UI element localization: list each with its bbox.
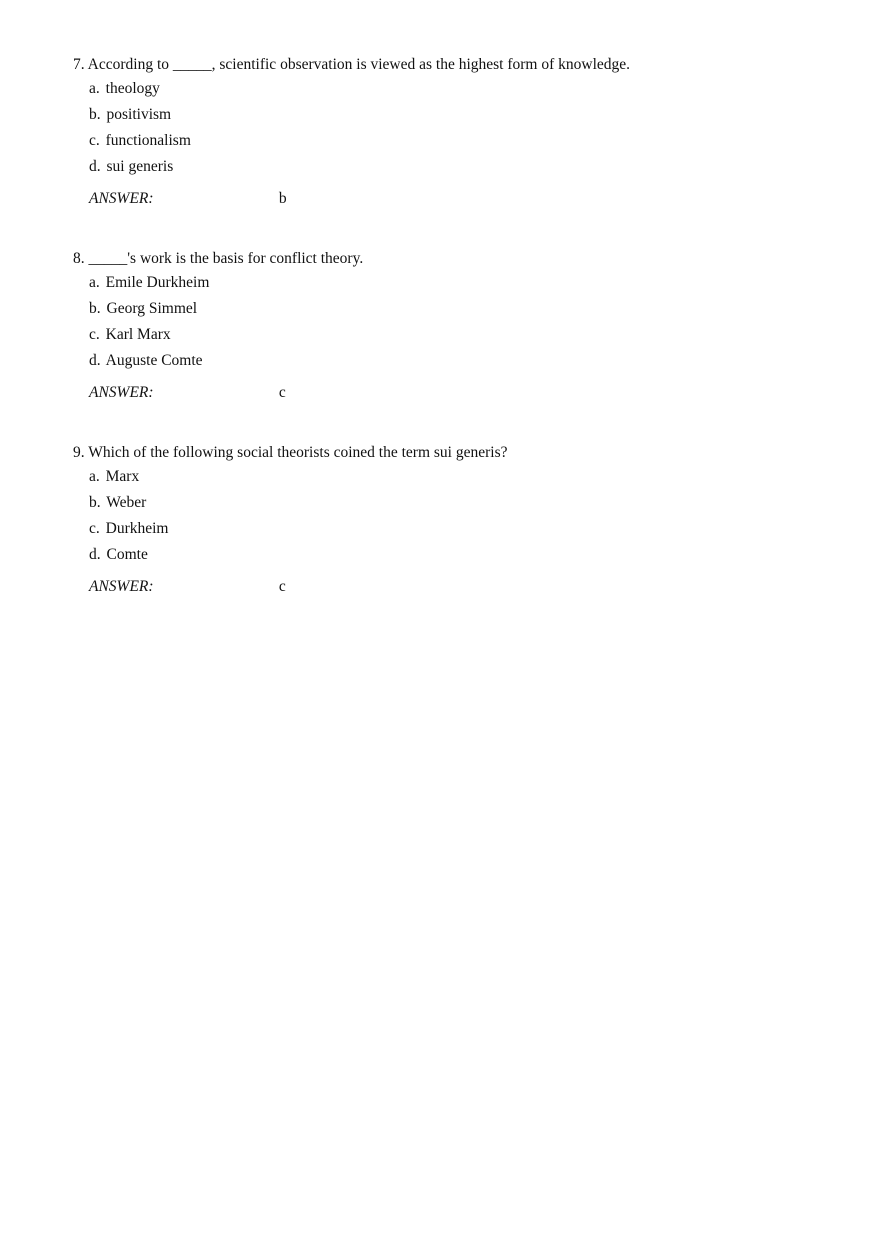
option-text: Marx	[105, 468, 140, 485]
option-list	[73, 270, 833, 374]
option-text: Comte	[106, 546, 148, 563]
option-d	[89, 154, 833, 180]
option-c	[89, 516, 833, 542]
option-text: positivism	[106, 106, 172, 123]
answer-row	[73, 188, 833, 210]
option-a	[89, 270, 833, 296]
question-number: 7.	[73, 56, 85, 73]
option-text: functionalism	[105, 132, 191, 149]
question-text: Which of the following social theorists coined the term sui generis?	[88, 444, 508, 461]
question-stem	[73, 248, 833, 270]
option-b	[89, 102, 833, 128]
option-text: Karl Marx	[105, 326, 171, 343]
question-7	[73, 54, 833, 210]
option-letter: d.	[89, 546, 101, 563]
question-number: 8.	[73, 250, 85, 267]
question-stem	[73, 442, 833, 464]
option-letter: a.	[89, 274, 100, 291]
option-text: Durkheim	[105, 520, 169, 537]
option-letter: c.	[89, 132, 100, 149]
option-text: theology	[105, 80, 160, 97]
answer-label: ANSWER:	[89, 384, 154, 401]
option-letter: a.	[89, 468, 100, 485]
option-letter: c.	[89, 326, 100, 343]
question-text: According to _____, scientific observation is viewed as the highest form of knowledge.	[87, 56, 631, 73]
option-letter: b.	[89, 106, 101, 123]
option-text: sui generis	[106, 158, 174, 175]
option-text: Georg Simmel	[106, 300, 198, 317]
option-c	[89, 322, 833, 348]
option-text: Emile Durkheim	[105, 274, 210, 291]
question-text: _____'s work is the basis for conflict theory.	[88, 250, 364, 267]
option-a	[89, 76, 833, 102]
option-c	[89, 128, 833, 154]
answer-value: c	[278, 578, 286, 595]
answer-row	[73, 576, 833, 598]
question-8	[73, 248, 833, 404]
option-letter: b.	[89, 494, 101, 511]
option-list	[73, 464, 833, 568]
option-text: Weber	[106, 494, 147, 511]
option-letter: b.	[89, 300, 101, 317]
answer-value: c	[278, 384, 286, 401]
answer-label: ANSWER:	[89, 578, 154, 595]
option-letter: c.	[89, 520, 100, 537]
option-d	[89, 348, 833, 374]
question-9	[73, 442, 833, 598]
option-letter: d.	[89, 352, 101, 369]
answer-label: ANSWER:	[89, 190, 154, 207]
answer-value: b	[278, 190, 287, 207]
answer-row	[73, 382, 833, 404]
option-letter: a.	[89, 80, 100, 97]
option-a	[89, 464, 833, 490]
option-list	[73, 76, 833, 180]
option-b	[89, 490, 833, 516]
option-b	[89, 296, 833, 322]
option-letter: d.	[89, 158, 101, 175]
question-stem	[73, 54, 833, 76]
option-d	[89, 542, 833, 568]
option-text: Auguste Comte	[105, 352, 203, 369]
question-number: 9.	[73, 444, 85, 461]
